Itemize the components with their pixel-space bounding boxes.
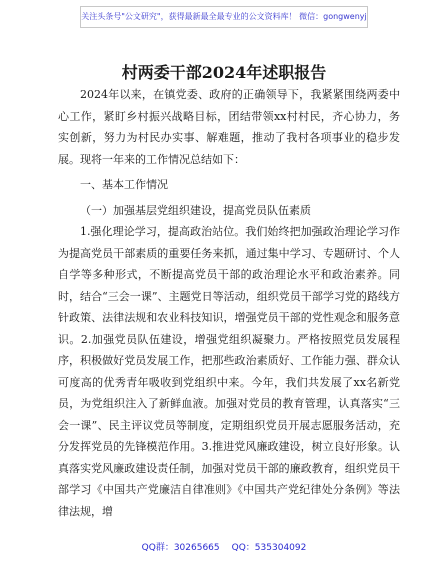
intro-paragraph: 2024年以来，在镇党委、政府的正确领导下，我紧紧围绕两委中心工作，紧盯乡村振兴战略目标，团结带领xx村村民，齐心协力，务实创新，努力为村民办实事、解难题，推动了我村各项事业的稳步发展。现将一年来的工作情况总结如下： bbox=[58, 88, 400, 166]
section-heading: 一、基本工作情况 bbox=[80, 178, 168, 191]
document-title: 村两委干部2024年述职报告 bbox=[121, 63, 327, 82]
body-paragraph: 1.强化理论学习，提高政治站位。我们始终把加强政治理论学习作为提高党员干部素质的重要任务来抓，通过集中学习、专题研讨、个人自学等多种形式，不断提高党员干部的政治理论水平和政治素养。同时，结合“三会一课”、主题党日等活动，组织党员干部学习党的路线方针政策、法律法规和农业科技知识，增强党员干部的党性观念和服务意识。2.加强党员队伍建设，增强党组织凝聚力。严格按照党员发展程序，积极做好党员发展工作，把那些政治素质好、工作能力强、群众认可度高的优秀青年吸收到党组织中来。今年，我们共发展了xx名新党员，为党组织注入了新鲜血液。加强对党员的教育管理，认真落实“三会一课”、民主评议党员等制度，定期组织党员开展志愿服务活动，充分发挥党员的先锋模范作用。3.推进党风廉政建设，树立良好形象。认真落实党风廉政建设责任制，加强对党员干部的廉政教育，组织党员干部学习《中国共产党廉洁自律准则》《中国共产党纪律处分条例》等法律法规，增 bbox=[58, 225, 400, 518]
subsection-heading: （一）加强基层党组织建设，提高党员队伍素质 bbox=[80, 203, 311, 217]
promo-banner: 关注头条号"公文研究"，获得最新最全最专业的公文资料库！ 微信：gongwenyj bbox=[80, 6, 368, 28]
page-footer bbox=[0, 540, 448, 553]
qq-contact: QQ：535304092 bbox=[231, 543, 307, 553]
document-body bbox=[58, 84, 400, 522]
qq-group: QQ群：30265665 bbox=[141, 543, 220, 553]
